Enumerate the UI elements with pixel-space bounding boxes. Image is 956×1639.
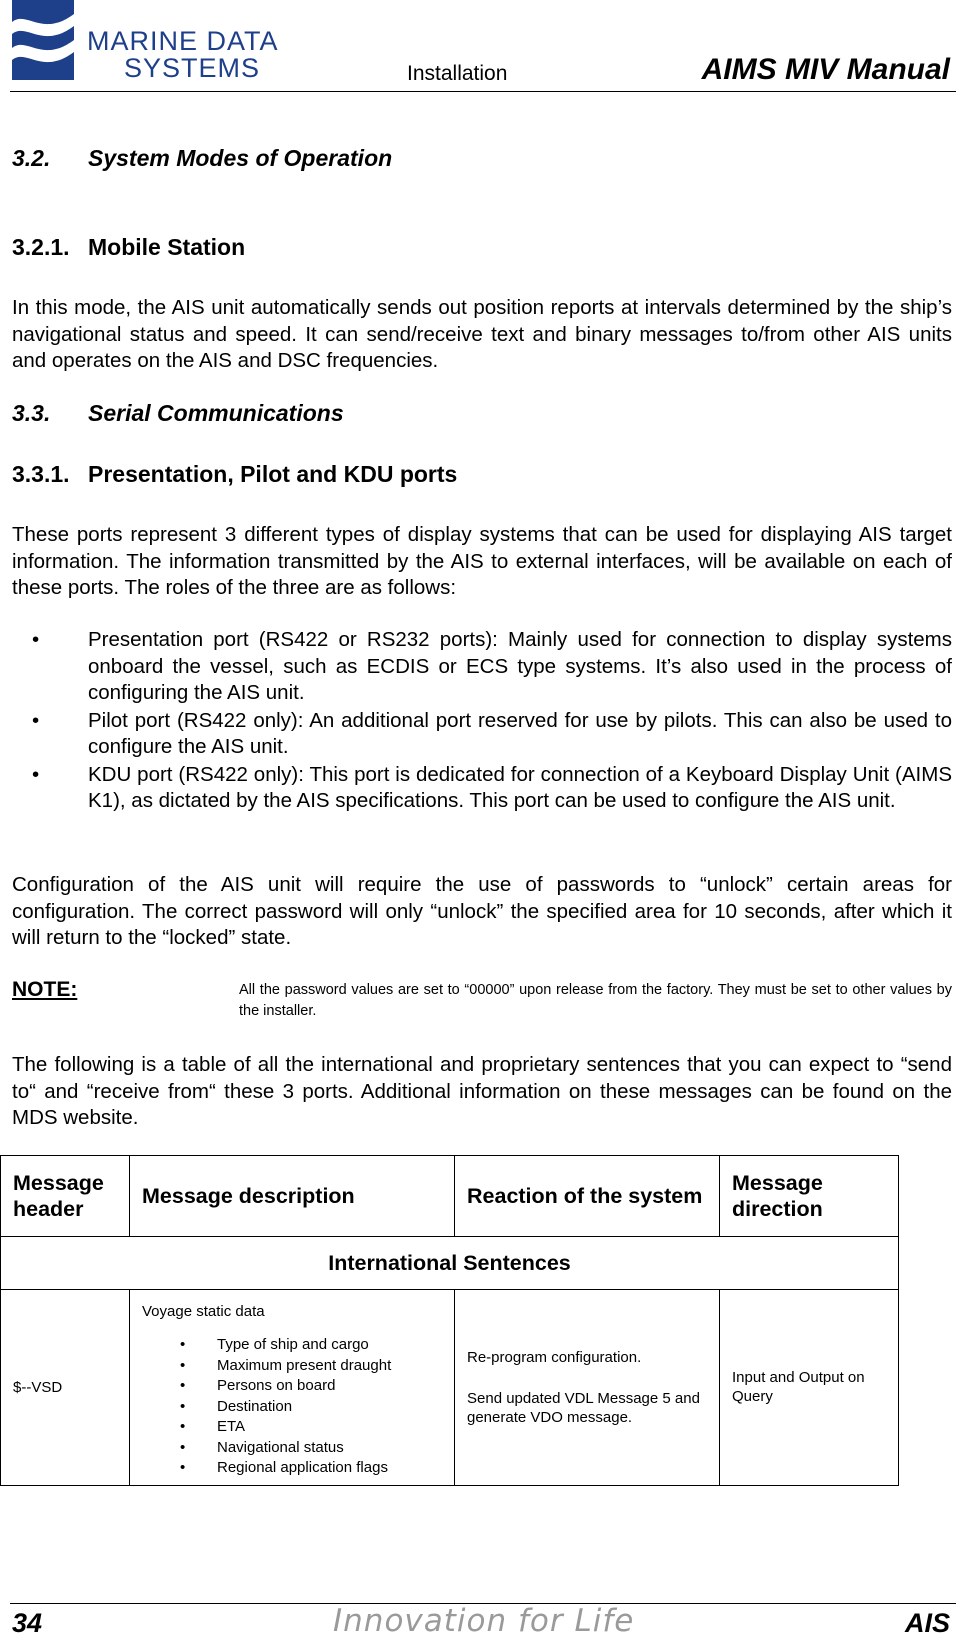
ports-bullet-list (12, 627, 952, 816)
table-row (1, 1290, 899, 1486)
header-section-name: Installation (407, 62, 508, 85)
section-number: 3.2. (12, 145, 51, 171)
description-list (142, 1335, 442, 1479)
bullet-icon: • (32, 708, 40, 732)
bullet-icon: • (180, 1356, 186, 1374)
col-header-direction: Message direction (720, 1156, 899, 1237)
section-number: 3.3.1. (12, 461, 70, 487)
reaction-line-1: Re-program configuration. (467, 1348, 642, 1366)
mobile-station-paragraph: In this mode, the AIS unit automatically sends out position reports at intervals determined by the ship’s navigational status and speed. It can send/receive text and binary messages to/from other AIS units and operates on the AIS and DSC frequencies. (12, 296, 952, 372)
manual-title: AIMS MIV Manual (701, 53, 950, 86)
footer-tagline: Innovation for Life (333, 1603, 635, 1639)
note-text: All the password values are set to “00000” upon release from the factory. They must be set to other values by the installer. (239, 982, 952, 1019)
list-item: • Pilot port (RS422 only): An additional port reserved for use by pilots. This can also be used to configure the AIS unit. (32, 708, 952, 758)
section-number: 3.2.1. (12, 234, 70, 260)
group-title: International Sentences (1, 1237, 899, 1290)
description-title: Voyage static data (142, 1303, 265, 1320)
list-item: • KDU port (RS422 only): This port is dedicated for connection of a Keyboard Display Unit (AIMS K1), as dictated by the AIS specifications. This port can be used to configure the AIS unit. (32, 762, 952, 812)
cell-direction: Input and Output on Query (720, 1290, 899, 1486)
bullet-icon: • (180, 1438, 186, 1456)
section-3-2-1-heading (12, 234, 245, 261)
cell-message-header: $--VSD (1, 1290, 130, 1486)
header-divider (10, 91, 956, 92)
logo-line-2: SYSTEMS (124, 53, 261, 83)
reaction-line-2: Send updated VDL Message 5 and generate VDO message. (467, 1389, 700, 1426)
sentences-table (0, 1155, 899, 1486)
col-header-message-header: Message header (1, 1156, 130, 1237)
config-paragraph: Configuration of the AIS unit will require the use of passwords to “unlock” certain areas for configuration. The correct password will only “unlock” the specified area for 10 seconds, after which it will return to the “locked” state. (12, 873, 952, 949)
bullet-icon: • (180, 1397, 186, 1415)
note-label: NOTE: (12, 978, 78, 1001)
logo-line-1: MARINE DATA (87, 26, 279, 56)
waves-logo-icon (12, 0, 84, 80)
cell-reaction (455, 1290, 720, 1486)
section-title: System Modes of Operation (88, 145, 393, 171)
list-item: • Maximum present draught (142, 1356, 442, 1377)
list-item: • ETA (142, 1417, 442, 1438)
list-item: • Regional application flags (142, 1458, 442, 1479)
bullet-icon: • (180, 1336, 186, 1353)
ports-intro-paragraph: These ports represent 3 different types of display systems that can be used for displaying AIS target information. The information transmitted by the AIS to external interfaces, will be available on each of these ports. The roles of the three are as follows: (12, 523, 952, 599)
page-number: 34 (12, 1608, 43, 1638)
section-title: Serial Communications (88, 400, 344, 426)
bullet-icon: • (32, 762, 40, 786)
company-logo (12, 0, 292, 84)
list-item: • Destination (142, 1397, 442, 1418)
list-item: • Navigational status (142, 1438, 442, 1459)
list-item: • Persons on board (142, 1376, 442, 1397)
footer-chapter-label: AIS (904, 1608, 950, 1638)
col-header-message-description: Message description (130, 1156, 455, 1237)
cell-message-description (130, 1290, 455, 1486)
bullet-icon: • (32, 628, 40, 651)
bullet-icon: • (180, 1377, 186, 1394)
bullet-icon: • (180, 1459, 186, 1476)
table-header-row (1, 1156, 899, 1237)
section-number: 3.3. (12, 400, 51, 426)
section-3-3-1-heading (12, 461, 457, 488)
bullet-icon: • (180, 1418, 186, 1435)
section-title: Mobile Station (88, 234, 246, 260)
section-3-2-heading (12, 145, 392, 172)
section-title: Presentation, Pilot and KDU ports (88, 461, 458, 487)
list-item: • Type of ship and cargo (142, 1335, 442, 1356)
section-3-3-heading (12, 400, 344, 427)
table-group-row (1, 1237, 899, 1290)
col-header-reaction: Reaction of the system (455, 1156, 720, 1237)
list-item: • Presentation port (RS422 or RS232 ports): Mainly used for connection to display systems onboard the vessel, such as ECDIS or ECS type systems. It’s also used in the process of configuring the AIS unit. (32, 628, 952, 704)
table-intro-paragraph: The following is a table of all the international and proprietary sentences that you can expect to “send to“ and “receive from“ these 3 ports. Additional information on these messages can be found on the MDS website. (12, 1053, 952, 1129)
